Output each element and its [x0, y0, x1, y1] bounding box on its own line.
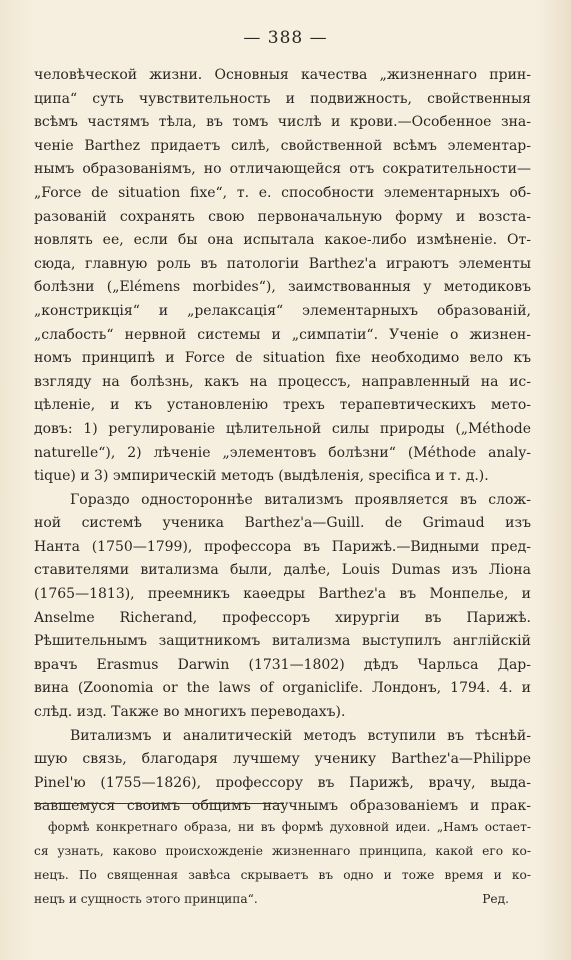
page-number: — 388 — — [243, 28, 328, 48]
text-line: (1765—1813), преемникъ каѳедры Barthez'a въ Монпелье, и — [34, 586, 531, 603]
text-line: ставителями витализма были, далѣе, Louis Dumas изъ Ліона — [34, 562, 531, 579]
paragraph-start-line: Гораздо одностороннѣе витализмъ проявляется въ слож- — [70, 491, 531, 508]
text-line: ной системѣ ученика Barthez'a—Guill. de Grimaud изъ — [34, 515, 531, 532]
text-line: шую связь, благодаря лучшему ученику Barthez'a—Philippe — [34, 751, 531, 768]
text-line: номъ принципѣ и Force de situation fixe необходимо вело къ — [34, 350, 531, 367]
text-line: болѣзни („Elémens morbides“), заимствованныя у методиковъ — [34, 279, 531, 296]
main-text — [34, 64, 531, 819]
text-line: Рѣшительнымъ защитникомъ витализма выступилъ англійскій — [34, 633, 531, 650]
footnote-line-text: нецъ и сущность этого принципа“. — [34, 892, 258, 906]
text-line: ченіе Barthez придаетъ силѣ, свойственной всѣмъ элементар- — [34, 137, 531, 154]
paragraph-start-line: Витализмъ и аналитическій методъ вступили въ тѣснѣй- — [70, 727, 531, 744]
text-line: вина (Zoonomia or the laws of organiclife. Лондонъ, 1794. 4. и — [34, 680, 531, 697]
footnote-divider — [34, 803, 284, 804]
text-line: naturelle“), 2) лѣченіе „элементовъ болѣзни“ (Méthode analy- — [34, 444, 531, 461]
text-line: цѣленіе, и къ установленію трехъ терапевтическихъ мето- — [34, 397, 531, 414]
footnote — [34, 815, 531, 911]
text-line: Нанта (1750—1799), профессора въ Парижѣ.—Видными пред- — [34, 538, 531, 555]
footnote-last-line — [34, 887, 531, 911]
text-line: Pinel'ю (1755—1826), профессору въ Парижѣ, врачу, выда- — [34, 774, 531, 791]
footnote-line: нецъ. По священная завѣса скрываетъ въ одно и тоже время и ко- — [34, 868, 531, 882]
text-line: вавшемуся своимъ общимъ научнымъ образованіемъ и прак- — [34, 798, 531, 815]
text-line: нымъ образованіямъ, но отличающейся отъ сократительности— — [34, 161, 531, 178]
text-line: взгляду на болѣзнь, какъ на процессъ, направленный на ис- — [34, 373, 531, 390]
text-line: сюда, главную роль въ патологіи Barthez'a играютъ элементы — [34, 255, 531, 272]
text-line: Anselme Richerand, профессоръ хирургіи въ Парижѣ. — [34, 609, 531, 626]
text-line: разованій сохранять свою первоначальную форму и возста- — [34, 208, 531, 225]
text-line: человѣческой жизни. Основныя качества „жизненнаго прин- — [34, 67, 531, 83]
footnote-line: формѣ конкретнаго образа, ни въ формѣ духовной идеи. „Намъ остает- — [48, 820, 531, 834]
text-line: „Force de situation fixe“, т. е. способности элементарныхъ об- — [34, 184, 531, 201]
text-line: новлять ее, если бы она испытала какое-либо измѣненіе. От- — [34, 232, 531, 249]
text-line: всѣмъ частямъ тѣла, въ томъ числѣ и крови.—Особенное зна- — [34, 114, 531, 131]
editor-signature: Ред. — [482, 892, 509, 906]
paragraph-end-line: tique) и 3) эмпирическій методъ (выдѣленія, specifica и т. д.). — [34, 468, 489, 485]
text-line: „констрикція“ и „релаксація“ элементарныхъ образованій, — [34, 302, 531, 319]
paragraph-end-line: слѣд. изд. Также во многихъ переводахъ). — [34, 704, 346, 721]
footnote-line: ся узнать, каково происхожденіе жизненнаго принципа, какой его ко- — [34, 844, 531, 858]
text-line: довъ: 1) регулированіе цѣлительной силы природы („Méthode — [34, 420, 531, 437]
text-line: „слабость“ нервной системы и „симпатіи“. Ученіе о жизнен- — [34, 326, 531, 343]
text-line: ципа“ суть чувствительность и подвижность, свойственныя — [34, 90, 531, 107]
text-line: врачъ Erasmus Darwin (1731—1802) дѣдъ Чарльса Дар- — [34, 656, 531, 673]
